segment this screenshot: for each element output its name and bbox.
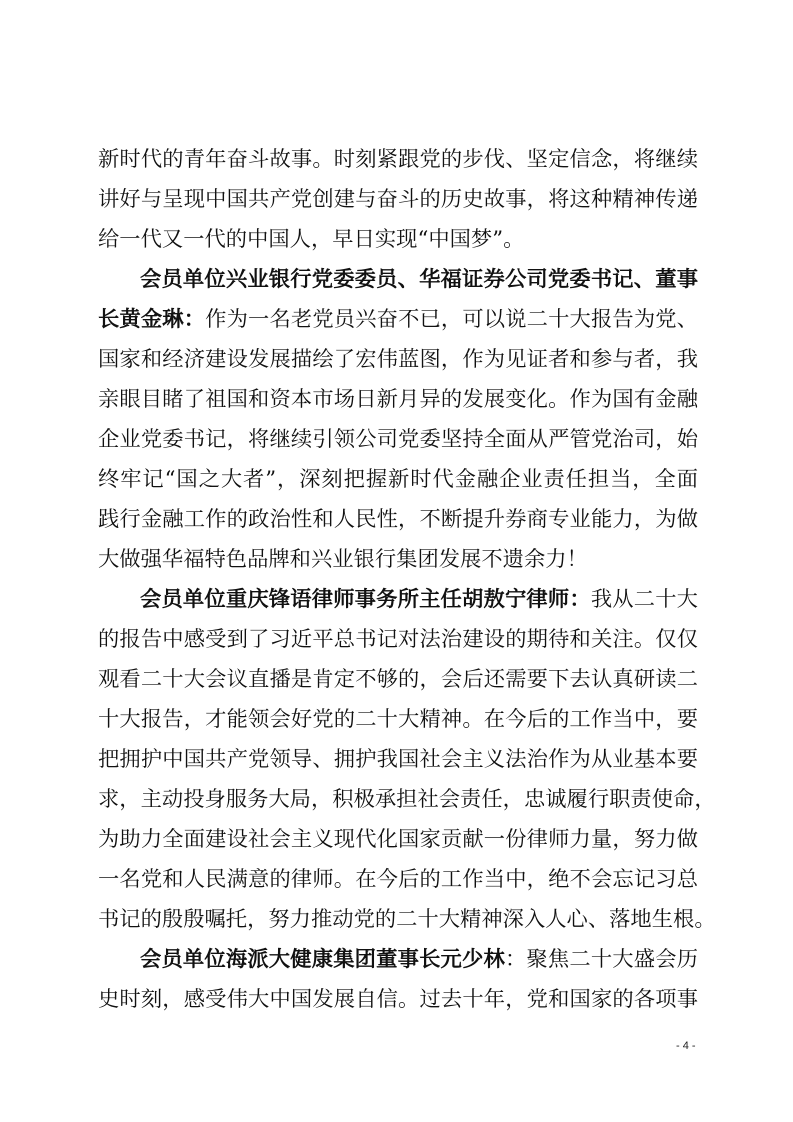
body-line: 讲好与呈现中国共产党创建与奋斗的历史故事，将这种精神传递 <box>98 187 698 212</box>
body-line: 求，主动投身服务大局，积极承担社会责任，忠诚履行职责使命， <box>98 787 716 812</box>
speaker-statement: ：聚焦二十大盛会历 <box>504 947 698 972</box>
body-line: 十大报告，才能领会好党的二十大精神。在今后的工作当中，要 <box>98 707 698 732</box>
body-line: 为助力全面建设社会主义现代化国家贡献一份律师力量，努力做 <box>98 827 698 852</box>
body-line: 把拥护中国共产党领导、拥护我国社会主义法治作为从业基本要 <box>98 747 698 772</box>
body-line: 新时代的青年奋斗故事。时刻紧跟党的步伐、坚定信念，将继续 <box>98 147 698 172</box>
speaker-name: 会员单位重庆锋语律师事务所主任胡敖宁律师： <box>140 587 591 612</box>
body-line: 一名党和人民满意的律师。在今后的工作当中，绝不会忘记习总 <box>98 867 698 892</box>
body-line: 亲眼目睹了祖国和资本市场日新月异的发展变化。作为国有金融 <box>98 387 698 412</box>
body-line: 践行金融工作的政治性和人民性，不断提升券商专业能力，为做 <box>98 507 698 532</box>
body-line: 观看二十大会议直播是肯定不够的，会后还需要下去认真研读二 <box>98 667 698 692</box>
body-line: 大做强华福特色品牌和兴业银行集团发展不遗余力！ <box>98 547 588 572</box>
body-line: 国家和经济建设发展描绘了宏伟蓝图，作为见证者和参与者，我 <box>98 347 698 372</box>
body-line: 史时刻，感受伟大中国发展自信。过去十年，党和国家的各项事 <box>98 987 698 1012</box>
page-number: - 4 - <box>676 1040 696 1052</box>
body-line: 企业党委书记，将继续引领公司党委坚持全面从严管党治司，始 <box>98 427 698 452</box>
speaker-name: 长黄金琳： <box>98 307 206 332</box>
speaker-line <box>98 306 698 334</box>
speaker-line <box>140 946 698 974</box>
speaker-line <box>140 586 698 614</box>
body-line: 给一代又一代的中国人，早日实现“中国梦”。 <box>98 227 525 252</box>
speaker-statement: 作为一名老党员兴奋不已，可以说二十大报告为党、 <box>205 307 698 332</box>
body-line: 终牢记“国之大者”，深刻把握新时代金融企业责任担当，全面 <box>98 467 698 492</box>
speaker-name: 会员单位海派大健康集团董事长元少林 <box>140 947 505 972</box>
speaker-heading: 会员单位兴业银行党委委员、华福证券公司党委书记、董事 <box>140 267 698 292</box>
speaker-statement: 我从二十大 <box>590 587 698 612</box>
body-line: 的报告中感受到了习近平总书记对法治建设的期待和关注。仅仅 <box>98 627 698 652</box>
body-line: 书记的殷殷嘱托，努力推动党的二十大精神深入人心、落地生根。 <box>98 907 716 932</box>
